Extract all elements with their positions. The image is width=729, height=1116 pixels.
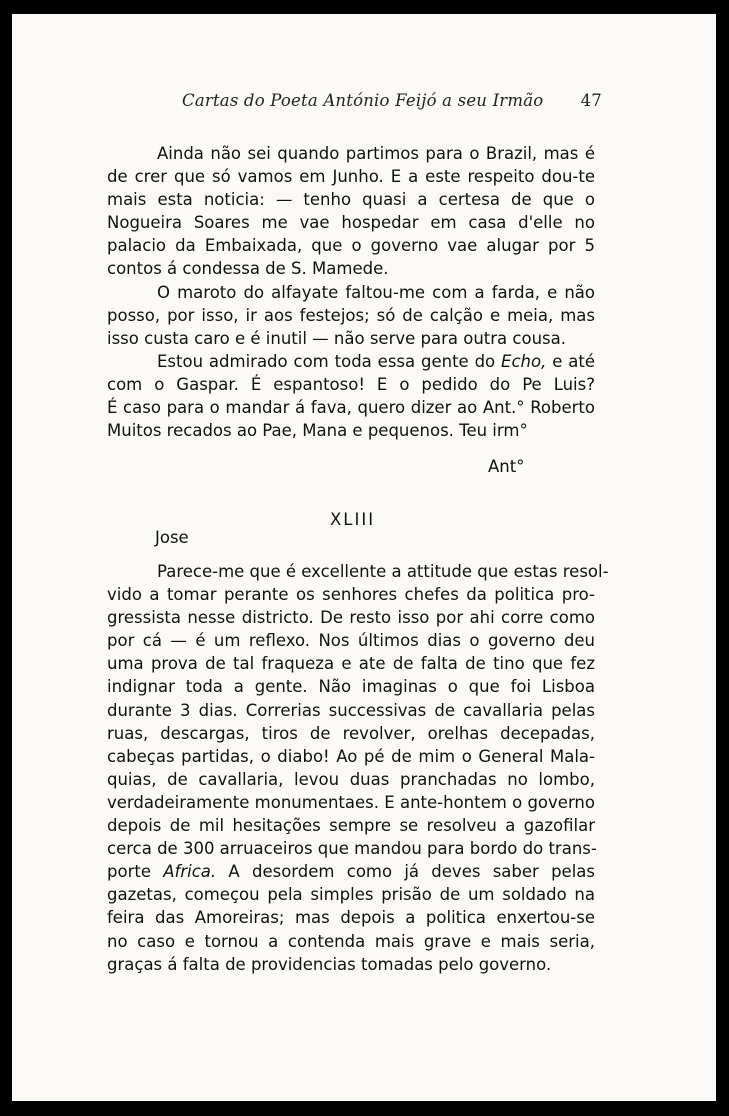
text-line: gressista nesse districto. De resto isso por ahi corre como bbox=[107, 608, 595, 628]
text-line: contos á condessa de S. Mamede. bbox=[107, 259, 389, 279]
text-line: O maroto do alfayate faltou-me com a farda, e não bbox=[157, 282, 595, 302]
letter-2-body bbox=[107, 560, 609, 976]
text-line bbox=[107, 350, 595, 373]
text-line: depois de mil hesitações sempre se resolveu a gazofilar bbox=[107, 816, 595, 836]
text-line: Nogueira Soares me vae hospedar em casa d'elle no bbox=[107, 213, 595, 233]
text-line: É caso para o mandar á fava, quero dizer ao Ant.° Roberto bbox=[107, 398, 595, 418]
text-line bbox=[107, 860, 595, 883]
text-line: vido a tomar perante os senhores chefes da politica pro- bbox=[107, 585, 595, 605]
text-line: por cá — é um reflexo. Nos últimos dias o governo deu bbox=[107, 631, 595, 651]
paragraph-1 bbox=[107, 142, 595, 281]
text-line: de crer que só vamos em Junho. E a este respeito dou-te bbox=[107, 167, 595, 187]
text-run: A desordem como já deves saber pelas bbox=[216, 862, 596, 882]
text-run: Estou admirado com toda essa gente do bbox=[157, 351, 502, 371]
paragraph-3 bbox=[107, 350, 595, 442]
text-line: verdadeiramente monumentaes. E ante-hontem o governo bbox=[107, 792, 595, 812]
text-line: durante 3 dias. Correrias successivas de cavallaria pelas bbox=[107, 700, 595, 720]
text-line: uma prova de tal fraqueza e ate de falta de tino que fez bbox=[107, 654, 595, 674]
text-line: ruas, descargas, tiros de revolver, orelhas decepadas, bbox=[107, 723, 595, 743]
text-run: porte bbox=[107, 862, 164, 882]
salutation: Jose bbox=[155, 528, 189, 547]
text-line: palacio da Embaixada, que o governo vae alugar por 5 bbox=[107, 236, 595, 256]
book-page bbox=[12, 14, 716, 1101]
text-line: Parece-me que é excellente a attitude que estas resol- bbox=[157, 562, 609, 581]
text-line: Ainda não sei quando partimos para o Brazil, mas é bbox=[157, 144, 595, 163]
text-line: cerca de 300 arruaceiros que mandou para bordo do trans- bbox=[107, 839, 597, 859]
text-line: isso custa caro e é inutil — não serve para outra cousa. bbox=[107, 328, 566, 348]
chapter-heading: XLIII bbox=[330, 510, 376, 529]
text-line: indignar toda a gente. Não imaginas o que foi Lisboa bbox=[107, 677, 595, 697]
text-line: mais esta noticia: — tenho quasi a certesa de que o bbox=[107, 190, 595, 210]
text-line: no caso e tornou a contenda mais grave e mais seria, bbox=[107, 931, 595, 951]
text-line: feira das Amoreiras; mas depois a politica enxertou-se bbox=[107, 908, 595, 928]
signature: Ant° bbox=[488, 457, 525, 476]
page-number: 47 bbox=[580, 91, 602, 110]
text-line: gazetas, começou pela simples prisão de um soldado na bbox=[107, 885, 595, 905]
running-title: Cartas do Poeta António Feijó a seu Irmão bbox=[182, 91, 544, 110]
text-line: com o Gaspar. É espantoso! E o pedido do Pe Luis? bbox=[107, 374, 595, 394]
text-line: quias, de cavallaria, levou duas pranchadas no lombo, bbox=[107, 769, 595, 789]
italic-ship-name: Africa. bbox=[163, 862, 217, 882]
text-line: graças á falta de providencias tomadas pelo governo. bbox=[107, 954, 552, 974]
text-run: e até bbox=[546, 351, 595, 371]
letter-1-body bbox=[107, 142, 595, 442]
text-line: posso, por isso, ir aos festejos; só de calção e meia, mas bbox=[107, 305, 595, 325]
paragraph-2 bbox=[107, 281, 595, 350]
running-header bbox=[182, 91, 602, 110]
text-line: Muitos recados ao Pae, Mana e pequenos. Teu irm° bbox=[107, 421, 528, 441]
text-line: cabeças partidas, o diabo! Ao pé de mim o General Mala- bbox=[107, 746, 595, 766]
italic-title-echo: Echo, bbox=[501, 351, 547, 371]
